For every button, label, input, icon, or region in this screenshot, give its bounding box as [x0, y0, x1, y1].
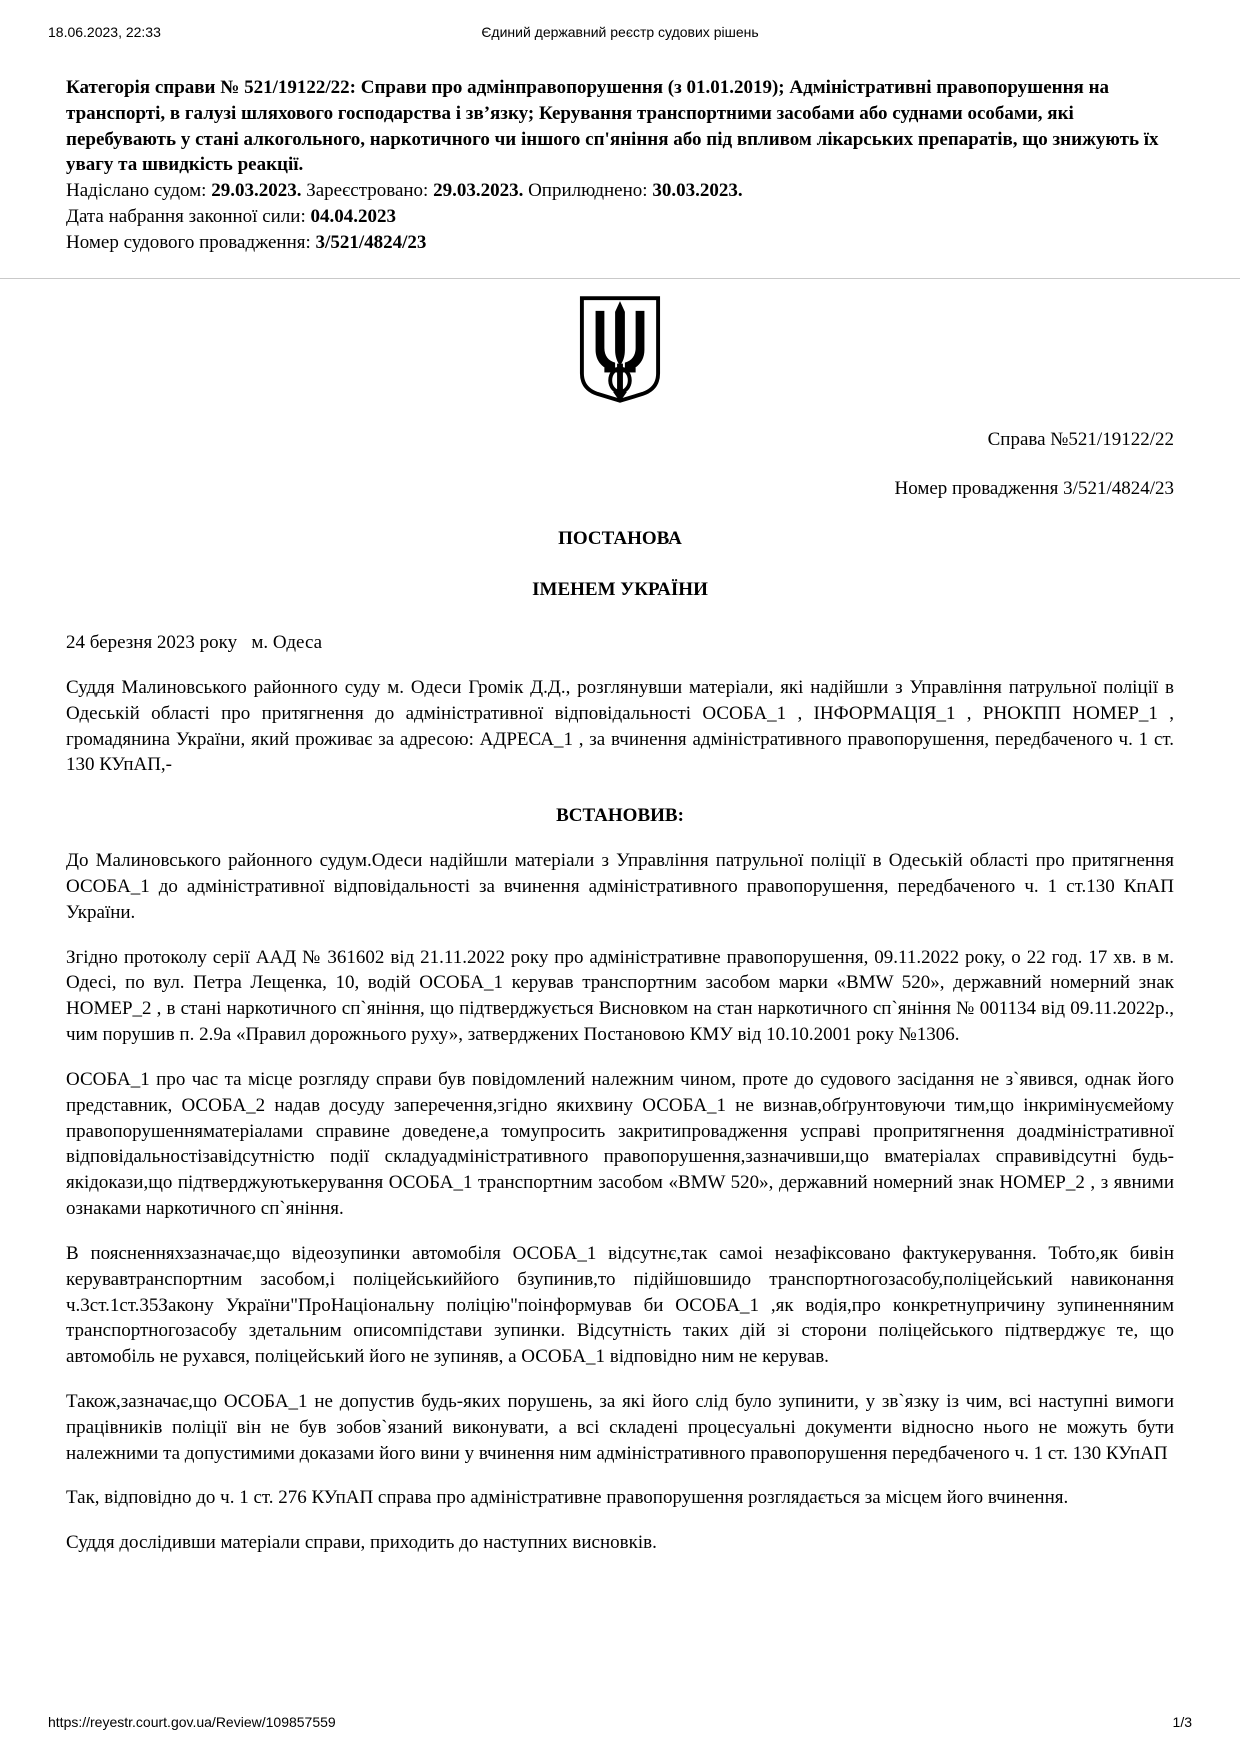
proceeding-number: 3/521/4824/23	[315, 231, 427, 253]
trident-shield-svg	[578, 294, 662, 404]
proceeding-label: Номер судового провадження:	[66, 231, 311, 253]
print-footer	[48, 1714, 1192, 1732]
doc-title: ПОСТАНОВА	[558, 528, 682, 550]
registered-date: 29.03.2023.	[433, 180, 524, 202]
date-place-line: 24 березня 2023 року м. Одеса	[66, 632, 323, 654]
paragraph: Так, відповідно до ч. 1 ст. 276 КУпАП справа про адміністративне правопорушення розглядається за місцем його вчинення.	[66, 1487, 1069, 1509]
paragraph: В поясненняхзазначає,що відеозупинки автомобіля ОСОБА_1 відсутнє,так самоі незафіксовано фактукерування. Тобто,як бивін керувавтранспортним засобом,і поліцейськиййого бзупинив,то підійшовшидо транспортногозасобу,поліцейський навиконання ч.3ст.1ст.35Закону України"ПроНаціональну поліцію"поінформував би ОСОБА_1 ,як водія,про конкретнупричину зупиненняним транспортногозасобу здетальним описомпідстави зупинки. Відсутність таких дій зі сторони поліцейського підтверджує те, що автомобіль не рухався, поліцейський його не зупиняв, а ОСОБА_1 відповідно ним не керував.	[66, 1242, 1174, 1368]
divider-line	[0, 278, 1240, 279]
sent-date: 29.03.2023.	[211, 180, 302, 202]
paragraph: Також,зазначає,що ОСОБА_1 не допустив будь-яких порушень, за які його слід було зупинити, у зв`язку із чим, всі наступні вимоги працівників поліції він не був зобов`язаний виконувати, а всі складені процесуальні документи відносно нього не можуть бути належними та допустимими доказами його вини у вчинення ним адміністративного правопорушення передбаченого ч. 1 ст. 130 КУпАП	[66, 1390, 1174, 1464]
case-meta-block	[66, 75, 1174, 256]
proceeding-number-line	[66, 230, 1174, 256]
sent-label: Надіслано судом:	[66, 180, 207, 202]
paragraph: До Малиновського районного судум.Одеси надійшли матеріали з Управління патрульної поліції в Одеській області про притягнення ОСОБА_1 до адміністративної відповідальності за вчинення адміністративного правопорушення, передбаченого ч. 1 ст.130 КпАП України.	[66, 850, 1174, 923]
print-header	[48, 24, 1192, 42]
print-datetime: 18.06.2023, 22:33	[48, 24, 161, 40]
paragraph: Згідно протоколу серії ААД № 361602 від 21.11.2022 року про адміністративне правопорушення, 09.11.2022 року, о 22 год. 17 хв. в м. Одесі, по вул. Петра Лещенка, 10, водій ОСОБА_1 керував транспортним засобом марки «BMW 520», державний номерний знак НОМЕР_2 , в стані наркотичного сп`яніння, що підтверджується Висновком на стан наркотичного сп`яніння № 001134 від 09.11.2022р., чим порушив п. 2.9а «Правил дорожнього руху», затверджених Постановою КМУ від 10.10.2001 року №1306.	[66, 946, 1174, 1046]
ukraine-trident-emblem-icon	[578, 294, 662, 404]
published-date: 30.03.2023.	[652, 180, 743, 202]
category-value: 521/19122/22: Справи про адмінправопорушення (з 01.01.2019); Адміністративні правопорушення на транспорті, в галузі шляхового господарства і зв’язку; Керування транспортними засобами або суднами особами, які перебувають у стані алкогольного, наркотичного чи іншого сп'яніння або під впливом лікарських препаратів, що знижують їх увагу та швидкість реакції.	[66, 77, 1159, 176]
paragraph: ОСОБА_1 про час та місце розгляду справи був повідомлений належним чином, проте до судового засідання не з`явився, однак його представник, ОСОБА_2 надав досуду заперечення,згідно якихвину ОСОБА_1 не визнав,обґрунтовуючи тим,що інкримінуємейому правопорушенняматеріалами справине доведене,а томупросить закритипровадження усправі пропритягнення доадміністративної відповідальностізавідсутністю події складуадміністративного правопорушення,зазначивши,що вматеріалах справивідсутні будь-якідокази,що підтверджуютькерування ОСОБА_1 транспортним засобом «BMW 520», державний номерний знак НОМЕР_2 , з явними ознаками наркотичного сп`яніння.	[66, 1068, 1174, 1220]
legal-force-label: Дата набрання законної сили:	[66, 206, 306, 228]
category-label: Категорія справи №	[66, 77, 240, 98]
registered-label: Зареєстровано:	[306, 180, 429, 202]
case-ref: Справа №521/19122/22	[987, 428, 1174, 450]
doc-subtitle: ІМЕНЕМ УКРАЇНИ	[532, 579, 708, 601]
proceeding-ref: Номер провадження 3/521/4824/23	[894, 477, 1174, 499]
published-label: Оприлюднено:	[528, 180, 648, 202]
paragraph: Суддя дослідивши матеріали справи, приходить до наступних висновків.	[66, 1532, 657, 1554]
legal-force-line	[66, 204, 1174, 230]
case-dates-line	[66, 178, 1174, 204]
established-heading: ВСТАНОВИВ:	[556, 805, 684, 827]
case-category-line	[66, 75, 1174, 178]
paragraph-intro: Суддя Малиновського районного суду м. Одеси Громік Д.Д., розглянувши матеріали, які надійшли з Управління патрульної поліції в Одеській області про притягнення до адміністративної відповідальності ОСОБА_1 , ІНФОРМАЦІЯ_1 , РНОКПП НОМЕР_1 , громадянина України, який проживає за адресою: АДРЕСА_1 , за вчинення адміністративного правопорушення, передбаченого ч. 1 ст. 130 КУпАП,-	[66, 676, 1174, 776]
registry-title: Єдиний державний реєстр судових рішень	[481, 24, 759, 40]
source-url: https://reyestr.court.gov.ua/Review/109857559	[48, 1714, 336, 1730]
legal-force-date: 04.04.2023	[310, 206, 396, 228]
document-content	[66, 62, 1174, 1556]
page-indicator: 1/3	[1172, 1714, 1192, 1730]
